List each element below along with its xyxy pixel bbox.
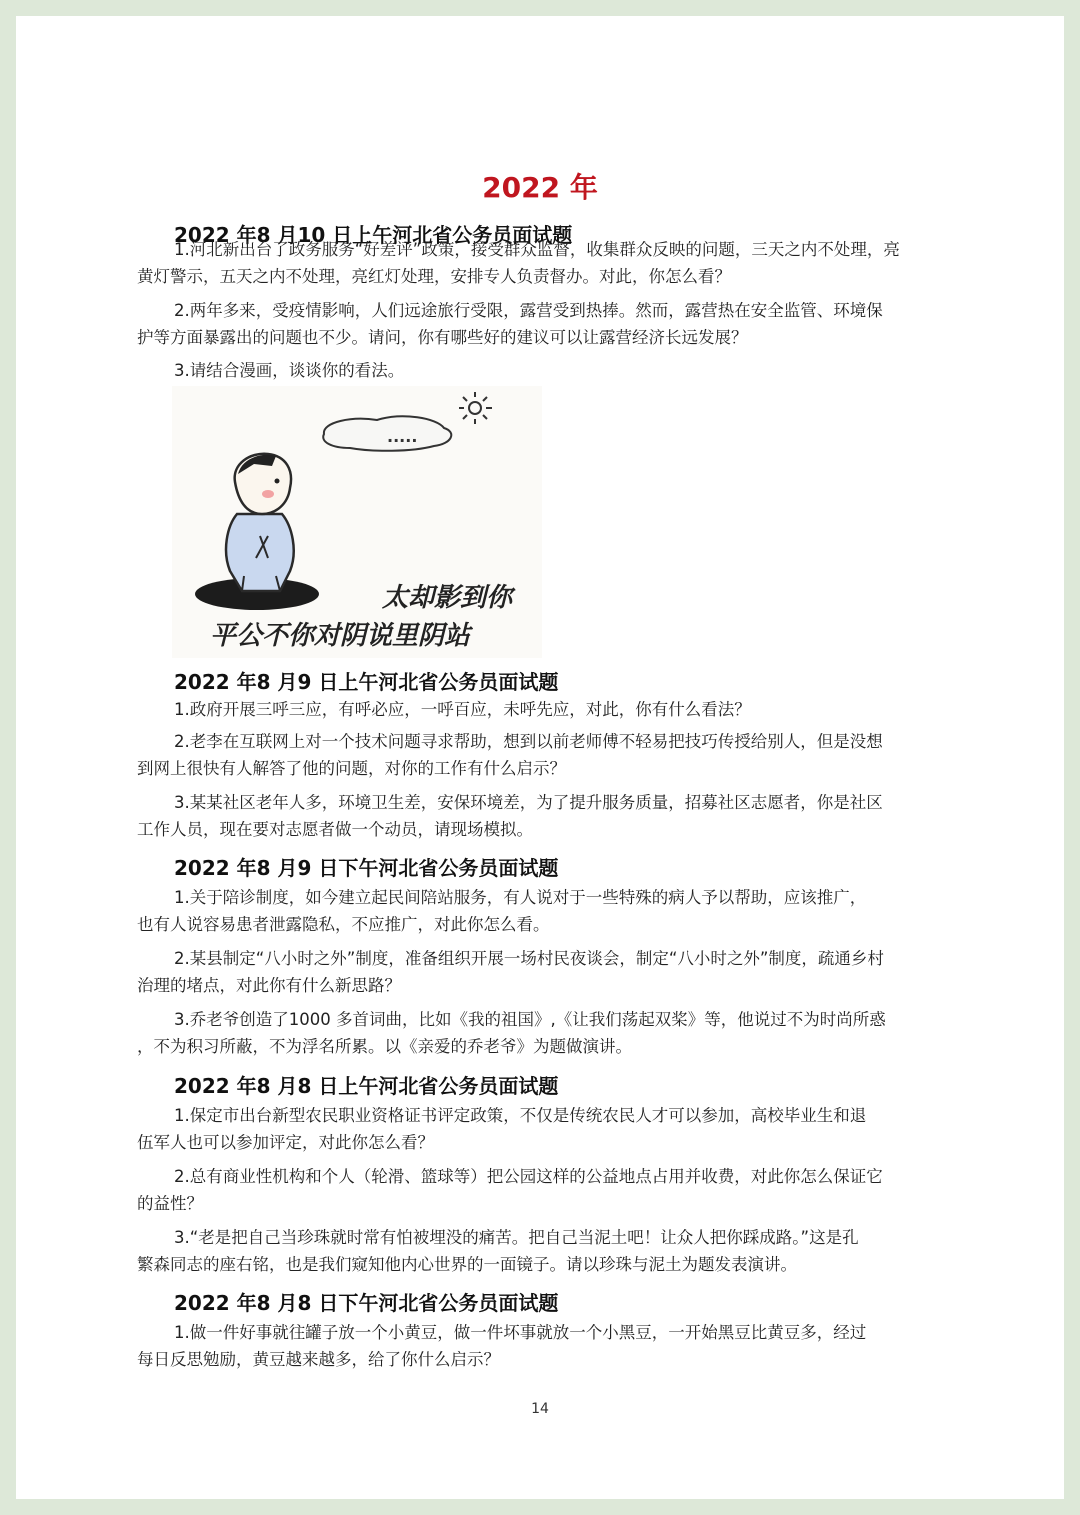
question-paragraph <box>137 297 959 351</box>
question-line: 2.两年多来，受疫情影响，人们远途旅行受限，露营受到热捧。然而，露营热在安全监管、环境保 <box>174 301 883 320</box>
question-line: 护等方面暴露出的问题也不少。请问，你有哪些好的建议可以让露营经济长远发展？ <box>137 328 748 347</box>
section-heading-aug10-am: 2022 年8 月10 日上午河北省公务员面试题 <box>174 223 573 247</box>
question-paragraph <box>137 789 959 843</box>
question-line: 每日反思勉励，黄豆越来越多，给了你什么启示？ <box>137 1350 500 1369</box>
question-line: 3.某某社区老年人多，环境卫生差，安保环境差，为了提升服务质量，招募社区志愿者，你是社区 <box>174 793 883 812</box>
question-paragraph <box>137 1006 959 1060</box>
question-line: 1.做一件好事就往罐子放一个小黄豆，做一件坏事就放一个小黑豆，一开始黑豆比黄豆多，经过 <box>174 1323 867 1342</box>
question-line: 到网上很快有人解答了他的问题，对你的工作有什么启示？ <box>137 759 566 778</box>
question-line: 1.保定市出台新型农民职业资格证书评定政策，不仅是传统农民人才可以参加，高校毕业生和退 <box>174 1106 867 1125</box>
question-line: ，不为积习所蔽，不为浮名所累。以《亲爱的乔老爷》为题做演讲。 <box>137 1037 632 1056</box>
cartoon-drawing <box>172 386 542 658</box>
sun-icon <box>459 392 492 424</box>
thought-bubble-text: ..... <box>387 427 418 446</box>
question-line: 1.关于陪诊制度，如今建立起民间陪站服务，有人说对于一些特殊的病人予以帮助，应该推广， <box>174 888 867 907</box>
question-paragraph <box>137 357 959 384</box>
question-line: 3.请结合漫画，谈谈你的看法。 <box>174 361 405 380</box>
question-line: 伍军人也可以参加评定，对此你怎么看？ <box>137 1133 434 1152</box>
question-line: 工作人员，现在要对志愿者做一个动员，请现场模拟。 <box>137 820 533 839</box>
question-paragraph <box>137 945 959 999</box>
question-line: 3.“老是把自己当珍珠就时常有怕被埋没的痛苦。把自己当泥土吧！让众人把你踩成路。”这是孔 <box>174 1228 859 1247</box>
question-line: 1.河北新出台了政务服务“好差评”政策，接受群众监督，收集群众反映的问题，三天之内不处理，亮 <box>174 240 900 259</box>
question-line: 的益性？ <box>137 1194 203 1213</box>
question-paragraph <box>137 884 959 938</box>
question-line: 2.某县制定“八小时之外”制度，准备组织开展一场村民夜谈会，制定“八小时之外”制度，疏通乡村 <box>174 949 884 968</box>
question-paragraph <box>137 1224 959 1278</box>
question-paragraph <box>137 1163 959 1217</box>
question-line: 3.乔老爷创造了1000 多首词曲，比如《我的祖国》,《让我们荡起双桨》等，他说过不为时尚所惑 <box>174 1010 886 1029</box>
question-line: 繁森同志的座右铭，也是我们窥知他内心世界的一面镜子。请以珍珠与泥土为题发表演讲。 <box>137 1255 797 1274</box>
year-title: 2022 年 <box>482 171 598 204</box>
section-heading-aug9-am: 2022 年8 月9 日上午河北省公务员面试题 <box>174 670 559 694</box>
section-heading-aug8-pm: 2022 年8 月8 日下午河北省公务员面试题 <box>174 1291 559 1315</box>
question-line: 2.老李在互联网上对一个技术问题寻求帮助，想到以前老师傅不轻易把技巧传授给别人，但是没想 <box>174 732 883 751</box>
question-paragraph <box>137 696 959 723</box>
question-paragraph <box>137 236 959 290</box>
question-paragraph <box>137 1102 959 1156</box>
question-paragraph <box>137 728 959 782</box>
document-page <box>16 16 1064 1499</box>
question-line: 治理的堵点，对此你有什么新思路？ <box>137 976 401 995</box>
cartoon-image <box>172 386 542 658</box>
question-paragraph <box>137 1319 959 1373</box>
cartoon-caption-line1: 太却影到你 <box>382 583 513 613</box>
cartoon-caption-line2: 平公不你对阴说里阴站 <box>210 621 471 651</box>
question-line: 也有人说容易患者泄露隐私，不应推广，对此你怎么看。 <box>137 915 550 934</box>
section-heading-aug8-am: 2022 年8 月8 日上午河北省公务员面试题 <box>174 1074 559 1098</box>
question-line: 黄灯警示，五天之内不处理，亮红灯处理，安排专人负责督办。对此，你怎么看？ <box>137 267 731 286</box>
question-line: 1.政府开展三呼三应，有呼必应，一呼百应，未呼先应，对此，你有什么看法？ <box>174 700 751 719</box>
page-number: 14 <box>531 1401 549 1417</box>
cartoon-figure <box>226 454 294 591</box>
question-line: 2.总有商业性机构和个人（轮滑、篮球等）把公园这样的公益地点占用并收费，对此你怎么保证它 <box>174 1167 883 1186</box>
section-heading-aug9-pm: 2022 年8 月9 日下午河北省公务员面试题 <box>174 856 559 880</box>
